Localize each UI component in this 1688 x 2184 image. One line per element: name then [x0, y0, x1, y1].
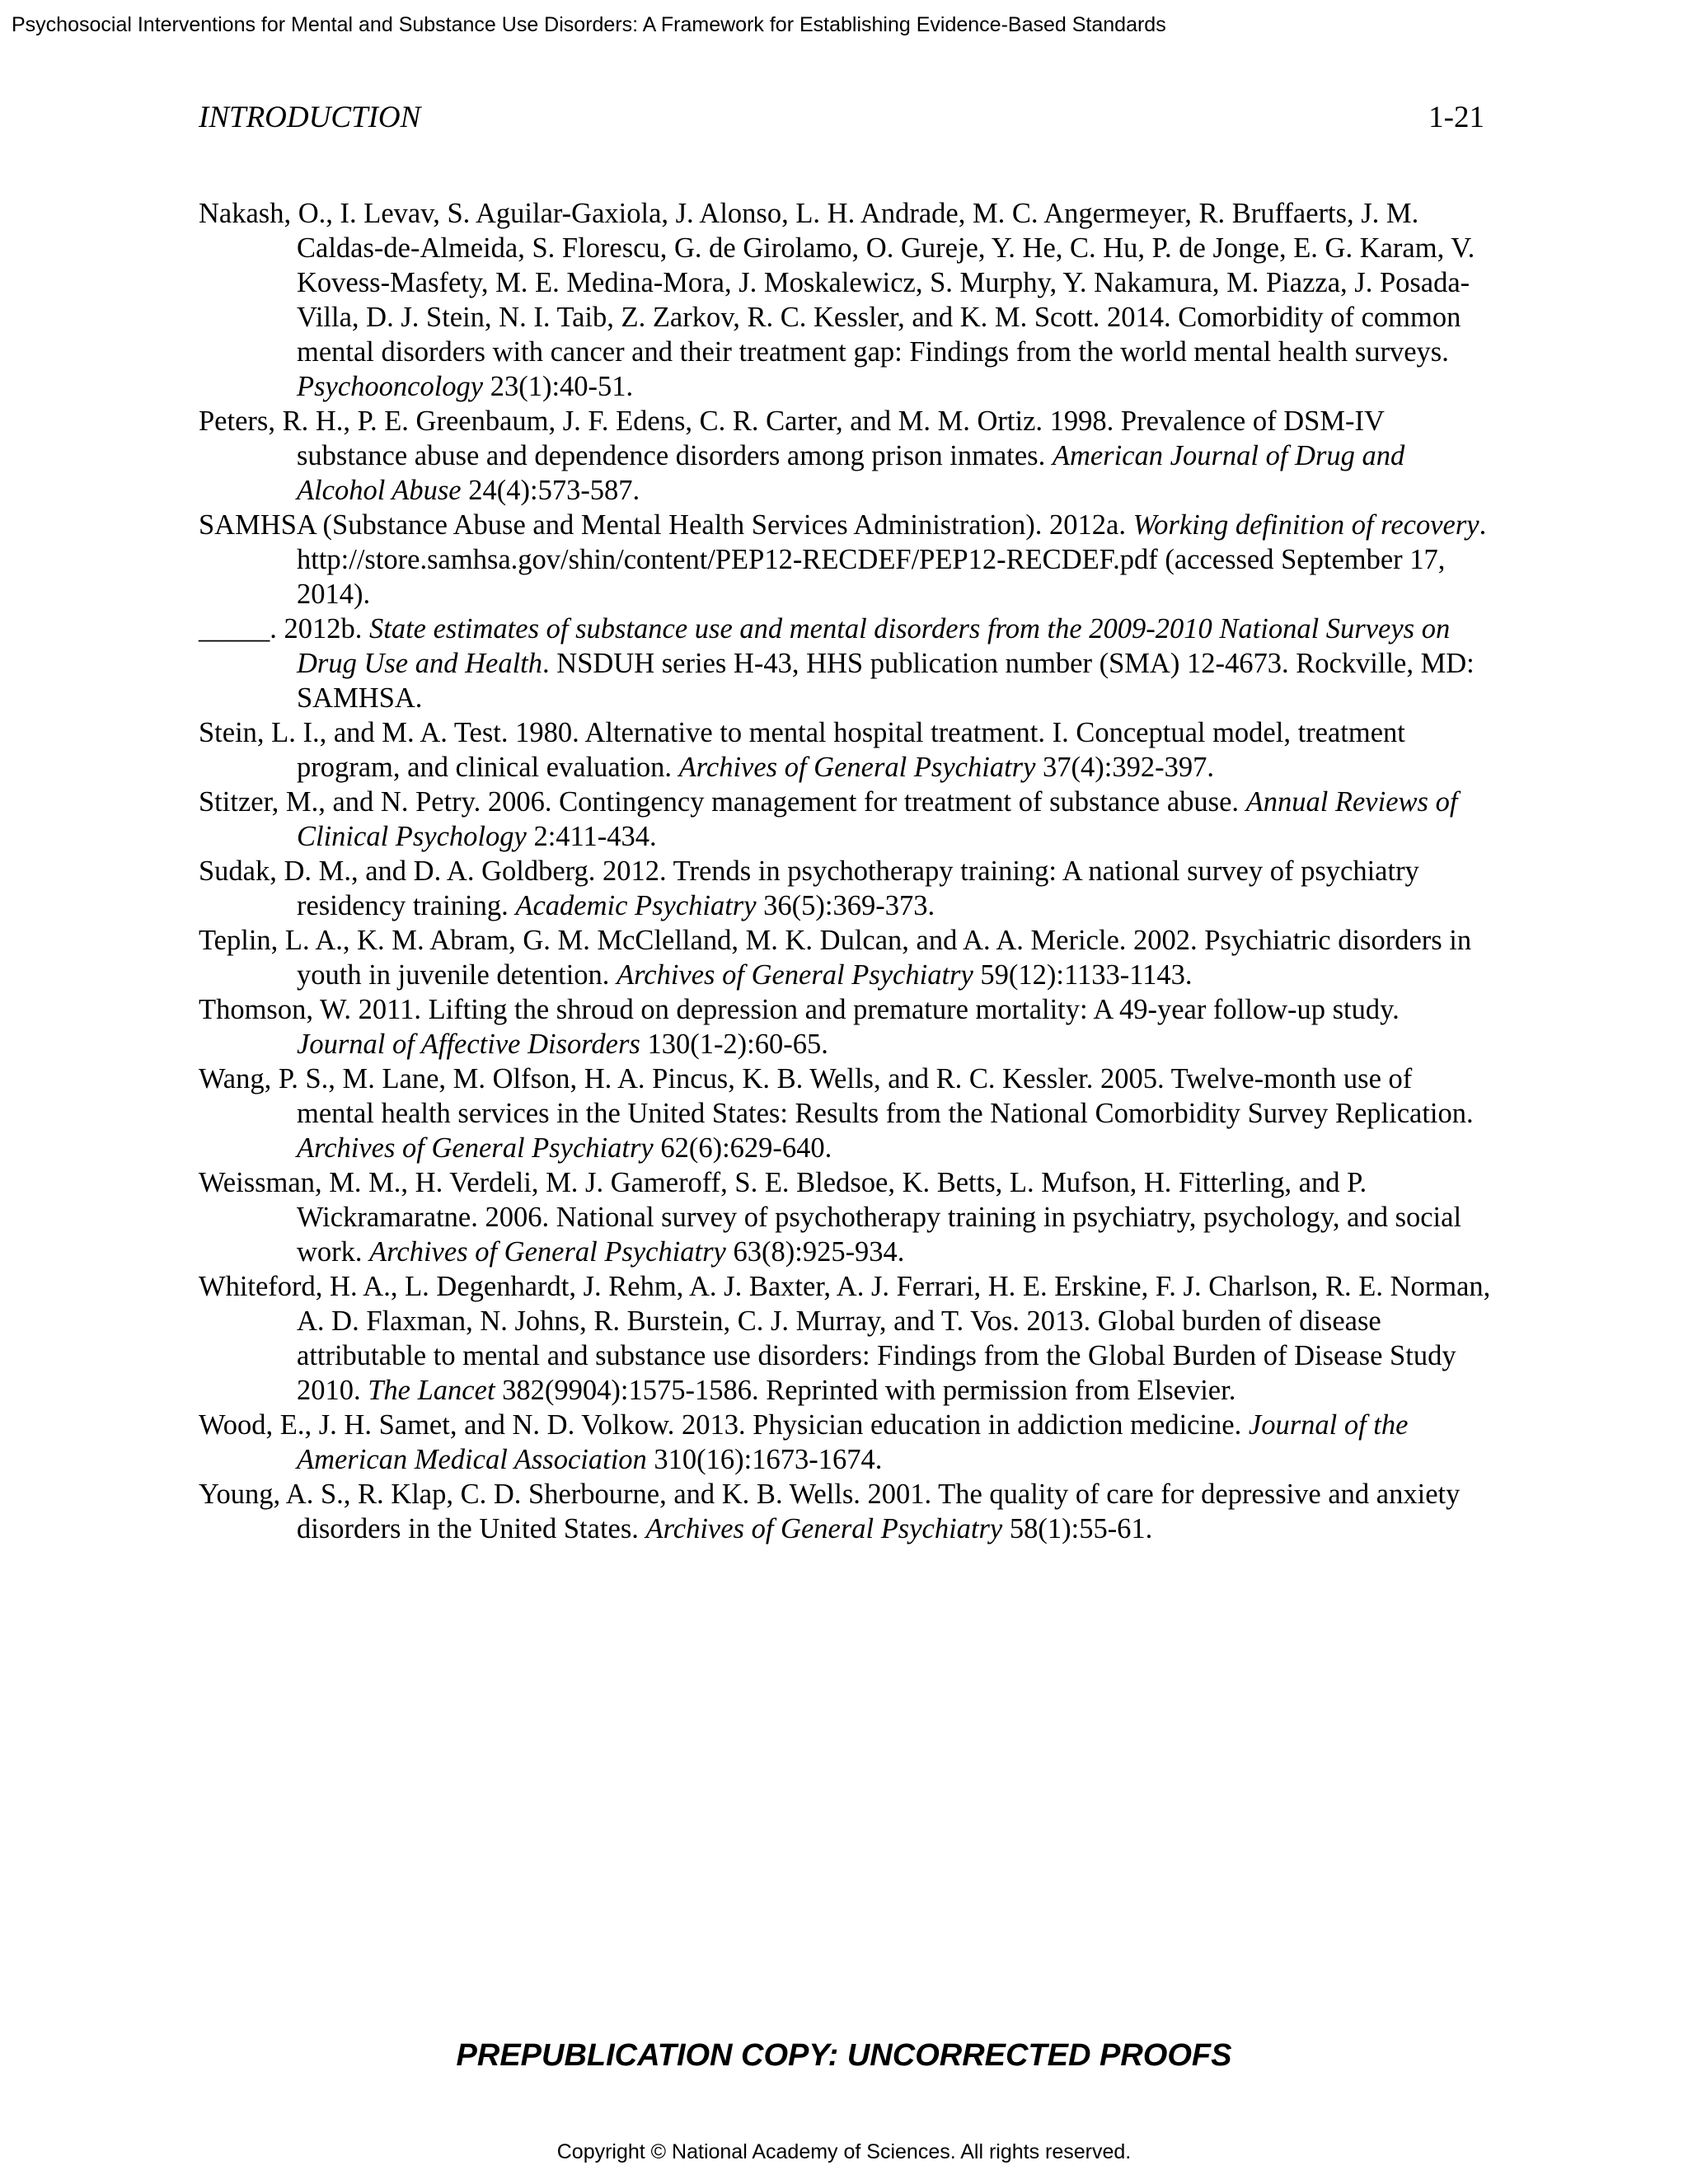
reference-text: Stitzer, M., and N. Petry. 2006. Contingency management for treatment of substance abuse.	[199, 786, 1246, 818]
reference-text: Peters, R. H., P. E. Greenbaum, J. F. Edens, C. R. Carter, and M. M. Ortiz. 1998. Prevalence of DSM-IV substance abuse and dependence disorders among prison inmates.	[199, 405, 1385, 471]
reference-source: Archives of General Psychiatry	[678, 752, 1036, 783]
reference-text: Weissman, M. M., H. Verdeli, M. J. Gameroff, S. E. Bledsoe, K. Betts, L. Mufson, H. Fitterling, and P. Wickramaratne. 2006. National survey of psychotherapy training in psychiatry, psychology, and social work.	[199, 1167, 1462, 1268]
reference-text: Young, A. S., R. Klap, C. D. Sherbourne, and K. B. Wells. 2001. The quality of care for depressive and anxiety disorders in the United States.	[199, 1479, 1461, 1544]
reference-citation: 37(4):392-397.	[1035, 752, 1214, 783]
reference-citation: 63(8):925-934.	[725, 1236, 905, 1268]
reference-entry	[199, 612, 1493, 715]
reference-source: Working definition of recovery	[1132, 509, 1479, 541]
reference-entry	[199, 508, 1493, 612]
reference-citation: . http://store.samhsa.gov/shin/content/PEP12-RECDEF/PEP12-RECDEF.pdf (accessed September 17, 2014).	[297, 509, 1487, 610]
reference-source: State estimates of substance use and mental disorders from the 2009-2010 National Surveys on Drug Use and Health	[297, 613, 1451, 679]
reference-text: _____. 2012b.	[199, 613, 369, 644]
reference-entry	[199, 1269, 1493, 1408]
reference-source: Archives of General Psychiatry	[369, 1236, 726, 1268]
reference-entry	[199, 1408, 1493, 1477]
reference-entry	[199, 992, 1493, 1062]
reference-citation: 2:411-434.	[526, 821, 657, 852]
reference-entry	[199, 715, 1493, 785]
reference-text: Sudak, D. M., and D. A. Goldberg. 2012. Trends in psychotherapy training: A national survey of psychiatry residency training.	[199, 855, 1419, 921]
reference-list	[199, 196, 1493, 1546]
reference-entry	[199, 1477, 1493, 1546]
page-number: 1-21	[1428, 101, 1484, 134]
running-header	[199, 97, 1484, 138]
reference-citation: 310(16):1673-1674.	[646, 1444, 883, 1475]
prepublication-notice: PREPUBLICATION COPY: UNCORRECTED PROOFS	[456, 2038, 1232, 2073]
reference-source: The Lancet	[368, 1375, 495, 1406]
reference-text: Whiteford, H. A., L. Degenhardt, J. Rehm, A. J. Baxter, A. J. Ferrari, H. E. Erskine, F. J. Charlson, R. E. Norman, A. D. Flaxman, N. Johns, R. Burstein, C. J. Murray, and T. Vos. 2013. Global burden of disease attributable to mental and substance use disorders: Findings from the Global Burden of Disease Study 2010.	[199, 1271, 1491, 1406]
reference-entry	[199, 1165, 1493, 1269]
reference-source: Journal of the American Medical Association	[297, 1409, 1409, 1475]
reference-source: Academic Psychiatry	[515, 890, 757, 921]
reference-text: Thomson, W. 2011. Lifting the shroud on depression and premature mortality: A 49-year follow-up study.	[199, 994, 1400, 1025]
reference-source: Archives of General Psychiatry	[617, 959, 973, 991]
reference-citation: 130(1-2):60-65.	[640, 1029, 828, 1060]
reference-source: Psychooncology	[297, 371, 484, 402]
reference-text: Stein, L. I., and M. A. Test. 1980. Alternative to mental hospital treatment. I. Conceptual model, treatment program, and clinical evaluation.	[199, 717, 1405, 783]
copyright-notice: Copyright © National Academy of Sciences. All rights reserved.	[556, 2140, 1132, 2163]
reference-source: Annual Reviews of Clinical Psychology	[297, 786, 1458, 852]
reference-citation: 24(4):573-587.	[461, 475, 640, 506]
reference-entry	[199, 923, 1493, 992]
reference-source: Archives of General Psychiatry	[297, 1132, 654, 1164]
reference-citation: 58(1):55-61.	[1002, 1513, 1153, 1544]
reference-entry	[199, 854, 1493, 923]
reference-source: Journal of Affective Disorders	[297, 1029, 640, 1060]
reference-citation: 62(6):629-640.	[653, 1132, 832, 1164]
reference-citation: . NSDUH series H-43, HHS publication number (SMA) 12-4673. Rockville, MD: SAMHSA.	[297, 648, 1475, 714]
reference-source: Archives of General Psychiatry	[645, 1513, 1003, 1544]
reference-entry	[199, 785, 1493, 854]
reference-source: American Journal of Drug and Alcohol Abuse	[297, 440, 1405, 506]
reference-entry	[199, 404, 1493, 508]
reference-citation: 36(5):369-373.	[756, 890, 935, 921]
reference-citation: 23(1):40-51.	[483, 371, 634, 402]
section-title: INTRODUCTION	[199, 101, 421, 134]
reference-text: Wood, E., J. H. Samet, and N. D. Volkow. 2013. Physician education in addiction medicine.	[199, 1409, 1249, 1441]
reference-text: Teplin, L. A., K. M. Abram, G. M. McClelland, M. K. Dulcan, and A. A. Mericle. 2002. Psychiatric disorders in youth in juvenile detention.	[199, 925, 1472, 991]
reference-entry	[199, 196, 1493, 404]
document-banner: Psychosocial Interventions for Mental and Substance Use Disorders: A Framework for Establishing Evidence-Based Standards	[12, 13, 1166, 36]
reference-text: Nakash, O., I. Levav, S. Aguilar-Gaxiola, J. Alonso, L. H. Andrade, M. C. Angermeyer, R. Bruffaerts, J. M. Caldas-de-Almeida, S. Florescu, G. de Girolamo, O. Gureje, Y. He, C. Hu, P. de Jonge, E. G. Karam, V. Kovess-Masfety, M. E. Medina-Mora, J. Moskalewicz, S. Murphy, Y. Nakamura, M. Piazza, J. Posada-Villa, D. J. Stein, N. I. Taib, Z. Zarkov, R. C. Kessler, and K. M. Scott. 2014. Comorbidity of common mental disorders with cancer and their treatment gap: Findings from the world mental health surveys.	[199, 198, 1475, 368]
reference-entry	[199, 1062, 1493, 1165]
reference-text: SAMHSA (Substance Abuse and Mental Health Services Administration). 2012a.	[199, 509, 1133, 541]
reference-citation: 59(12):1133-1143.	[973, 959, 1193, 991]
reference-text: Wang, P. S., M. Lane, M. Olfson, H. A. Pincus, K. B. Wells, and R. C. Kessler. 2005. Twelve-month use of mental health services in the United States: Results from the National Comorbidity Survey Replication.	[199, 1063, 1474, 1129]
reference-citation: 382(9904):1575-1586. Reprinted with permission from Elsevier.	[495, 1375, 1236, 1406]
